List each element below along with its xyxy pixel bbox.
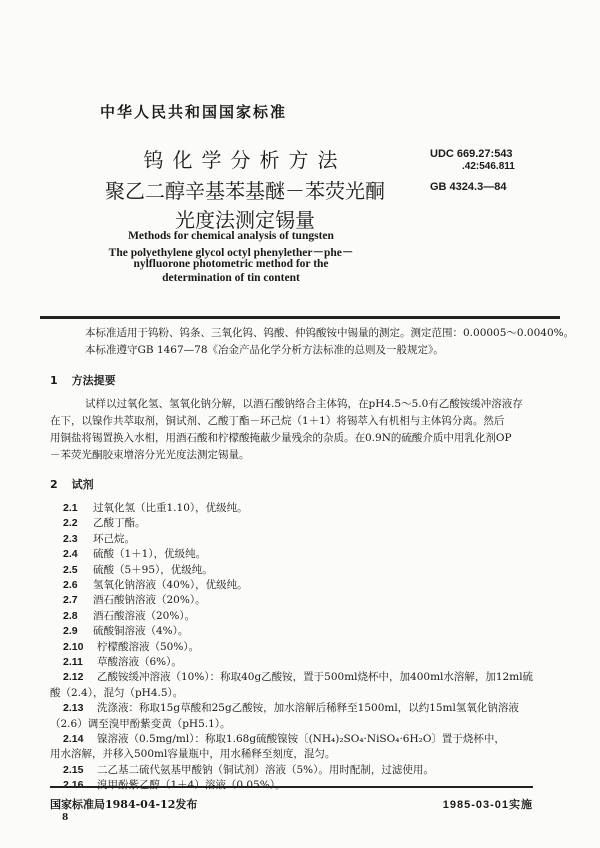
reagent-text: 硫酸铜溶液（4%）。	[93, 625, 189, 638]
section-1-text: －苯荧光酮胶束增溶分光光度法测定锡量。	[50, 449, 250, 461]
reagent-number: 2.14	[63, 733, 84, 745]
udc-code-line-2: .42:546.811	[462, 161, 515, 172]
effective-date: 1985-03-01实施	[442, 799, 533, 811]
reagent-text: 硫酸（1＋1），优级纯。	[93, 548, 207, 561]
title-line-1: 钨化学分析方法	[143, 148, 347, 172]
reagent-text-continued: （2.6）调至溴甲酚紫变黄（pH5.1）。	[50, 717, 231, 730]
reagent-number: 2.8	[63, 609, 78, 622]
reagent-number: 2.2	[63, 517, 78, 530]
section-1-text: 试样以过氧化氢、氢氧化钠分解，以酒石酸钠络合主体钨，在pH4.5～5.0有乙酸铵缓冲溶液存	[85, 398, 523, 410]
section-1-heading	[50, 372, 116, 388]
intro-scope: 本标准适用于钨粉、钨条、三氧化钨、钨酸、仲钨酸铵中锡量的测定。测定范围：0.00005～0.0040%。	[85, 327, 575, 339]
reagent-item	[63, 669, 533, 684]
reagent-item	[63, 577, 248, 592]
reagent-number: 2.5	[63, 563, 78, 576]
section-1-text: 在下，以镍作共萃取剂，铜试剂、乙酸丁酯－环己烷（1＋1）将锡萃入有机相与主体钨分离。然后	[50, 415, 505, 427]
reagent-text: 氢氧化钠溶液（40%），优级纯。	[93, 579, 248, 591]
intro-compliance: 本标准遵守GB 1467—78《冶金产品化学分析方法标准的总则及一般规定》。	[85, 344, 444, 356]
reagent-number: 2.6	[63, 579, 78, 591]
page-number: 8	[62, 813, 69, 823]
title-line-3: 光度法测定锡量	[175, 208, 315, 232]
national-standard-header: 中华人民共和国国家标准	[100, 103, 288, 121]
reagent-text-continued: 用水溶解，并移入500ml容量瓶中，用水稀释至刻度，混匀。	[50, 748, 336, 761]
reagent-text: 镍溶液（0.5mg/ml）：称取1.68g硫酸镍铵〔(NH₄)₂SO₄·NiSO₄·6H₂O〕置于烧杯中，	[97, 733, 505, 745]
reagent-item	[63, 731, 505, 746]
english-title-line: nylfluorone photometric method for the	[133, 258, 329, 270]
reagent-text: 柠檬酸溶液（50%）。	[97, 640, 200, 653]
footer-rule	[50, 786, 533, 788]
reagent-number: 2.4	[63, 548, 78, 561]
reagent-text: 草酸溶液（6%）。	[97, 656, 182, 668]
reagent-item	[63, 654, 182, 669]
reagent-item	[63, 700, 519, 715]
reagent-text: 乙酸铵缓冲溶液（10%）：称取40g乙酸铵，置于500ml烧杯中，加400ml水溶解，加12ml硫	[97, 671, 534, 684]
reagent-number: 2.10	[63, 640, 84, 653]
reagent-item	[63, 592, 206, 607]
header-rule	[40, 316, 560, 319]
issue-date: 国家标准局1984-04-12发布	[50, 798, 198, 811]
reagent-text: 酒石酸钠溶液（20%）。	[93, 594, 206, 607]
reagent-item	[63, 777, 285, 792]
section-title: 试剂	[71, 478, 94, 491]
reagent-number: 2.9	[63, 625, 78, 638]
reagent-text: 过氧化氢（比重1.10），优级纯。	[93, 502, 248, 514]
reagent-number: 2.11	[63, 656, 83, 668]
section-title: 方法提要	[71, 374, 116, 387]
reagent-item	[63, 623, 188, 638]
reagent-text: 环己烷。	[93, 532, 135, 545]
reagent-number: 2.15	[63, 763, 84, 776]
reagent-text: 硫酸（5＋95），优级纯。	[93, 563, 213, 576]
section-number: 1	[50, 374, 58, 387]
reagent-item	[63, 500, 248, 515]
reagent-item	[63, 762, 434, 777]
reagent-number: 2.1	[63, 502, 78, 514]
reagent-text: 酒石酸溶液（20%）。	[93, 609, 196, 622]
udc-code-line-1: UDC 669.27:543	[430, 148, 513, 160]
reagent-number: 2.12	[63, 671, 84, 684]
reagent-text-continued: 酸（2.4），混匀（pH4.5）。	[50, 686, 184, 699]
english-title-line: Methods for chemical analysis of tungsten	[128, 230, 334, 242]
reagent-number: 2.13	[63, 702, 84, 715]
english-title-line: The polyethylene glycol octyl phenylether－phe－	[108, 247, 354, 259]
reagent-item	[63, 608, 195, 623]
reagent-item	[63, 531, 135, 546]
section-number: 2	[50, 478, 58, 491]
reagent-item	[63, 546, 206, 561]
reagent-item	[63, 639, 199, 654]
reagent-text: 乙酸丁酯。	[93, 517, 146, 530]
reagent-number: 2.3	[63, 532, 78, 545]
reagent-text: 二乙基二硫代氨基甲酸钠（铜试剂）溶液（5%）。用时配制，过滤使用。	[97, 763, 434, 776]
title-line-2: 聚乙二醇辛基苯基醚－苯荧光酮	[105, 179, 385, 203]
section-2-heading	[50, 476, 94, 492]
reagent-text: 洗涤液：称取15g草酸和25g乙酸铵，加水溶解后稀释至1500ml，以约15ml氢氧化钠溶液	[97, 702, 519, 715]
reagent-item	[63, 562, 213, 577]
reagent-number: 2.7	[63, 594, 78, 607]
gb-number: GB 4324.3—84	[430, 181, 507, 193]
english-title-line: determination of tin content	[162, 272, 300, 284]
section-1-text: 用铜盐将锡置换入水相，用酒石酸和柠檬酸掩蔽少量残余的杂质。在0.9N的硫酸介质中用乳化剂OP	[50, 432, 512, 444]
reagent-item	[63, 515, 146, 530]
